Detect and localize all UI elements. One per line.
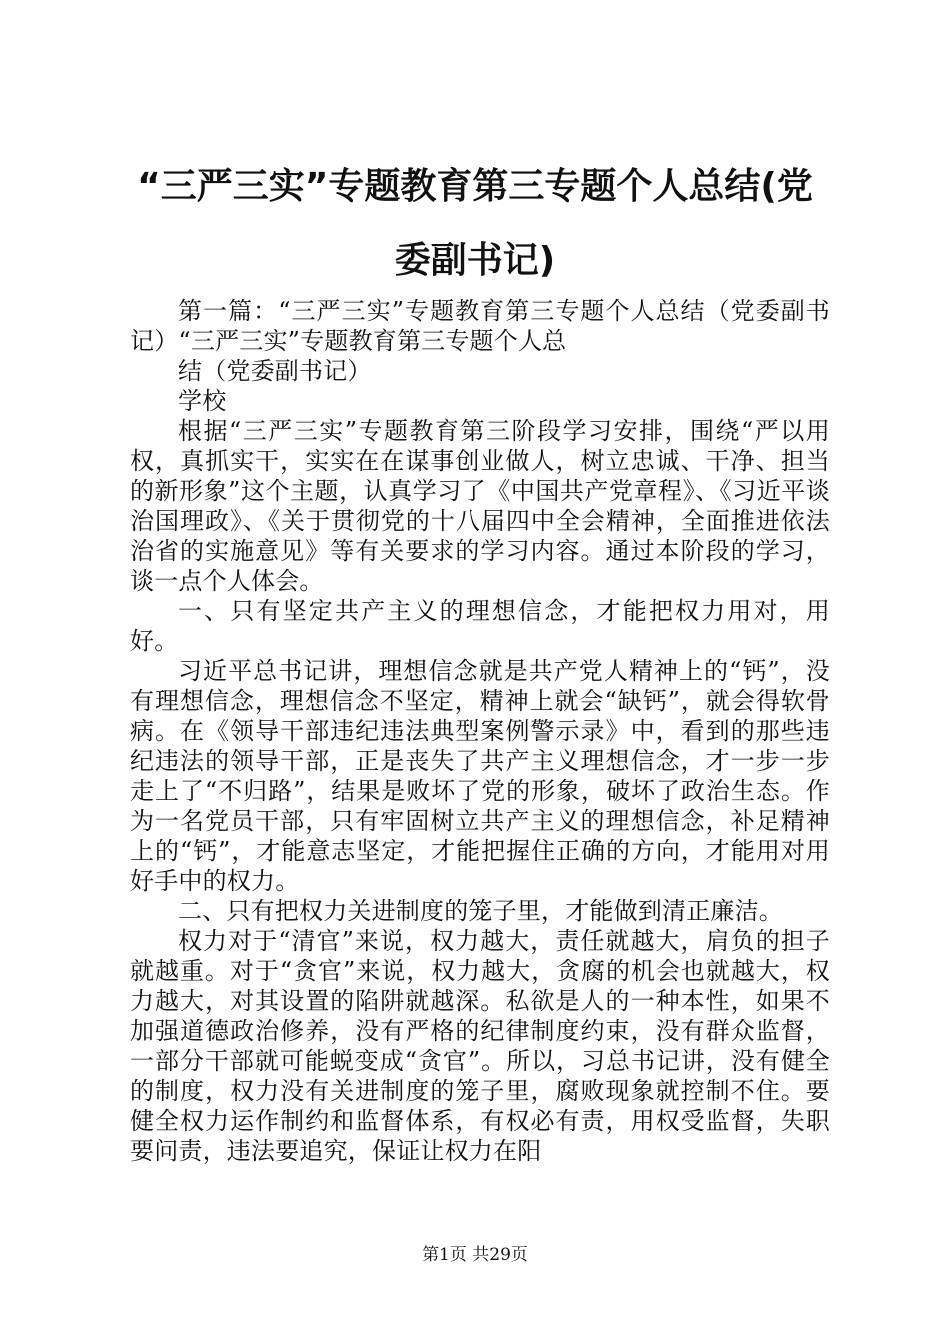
paragraph-background: 根据“三严三实”专题教育第三阶段学习安排，围绕“严以用权，真抓实干，实实在在谋事创业做人，树立忠诚、干净、担当的新形象”这个主题，认真学习了《中国共产党章程》、《习近平谈治国理政》、《关于贯彻党的十八届四中全会精神，全面推进依法治省的实施意见》等有关要求的学习内容。通过本阶段的学习，谈一点个人体会。 (130, 417, 830, 595)
document-title-line-1: “三严三实”专题教育第三专题个人总结(党 (137, 166, 813, 207)
paragraph-intro-continued: 结（党委副书记） (178, 357, 372, 385)
paragraph-ideals: 习近平总书记讲，理想信念就是共产党人精神上的“钙”，没有理想信念，理想信念不坚定，精神上就会“缺钙”，就会得软骨病。在《领导干部违纪违法典型案例警示录》中，看到的那些违纪违法的领导干部，正是丧失了共产主义理想信念，才一步一步走上了“不归路”，结果是败坏了党的形象，破坏了政治生态。作为一名党员干部，只有牢固树立共产主义的理想信念，补足精神上的“钙”，才能意志坚定，才能把握住正确的方向，才能用对用好手中的权力。 (130, 657, 830, 895)
section-heading-1: 一、只有坚定共产主义的理想信念，才能把权力用对，用好。 (130, 597, 830, 655)
paragraph-power: 权力对于“清官”来说，权力越大，责任就越大，肩负的担子就越重。对于“贪官”来说，权力越大，贪腐的机会也就越大，权力越大，对其设置的陷阱就越深。私欲是人的一种本性，如果不加强道德政治修养，没有严格的纪律制度约束，没有群众监督，一部分干部就可能蜕变成“贪官”。所以，习总书记讲，没有健全的制度，权力没有关进制度的笼子里，腐败现象就控制不住。要健全权力运作制约和监督体系，有权必有责，用权受监督，失职要问责，违法要追究，保证让权力在阳 (130, 927, 830, 1165)
document-title-line-2: 委副书记) (394, 240, 556, 281)
paragraph-school: 学校 (178, 387, 227, 415)
section-heading-2: 二、只有把权力关进制度的笼子里，才能做到清正廉洁。 (178, 897, 783, 925)
document-body (130, 296, 830, 1166)
page-footer: 第1页 共29页 (422, 1245, 528, 1265)
paragraph-intro: 第一篇：“三严三实”专题教育第三专题个人总结（党委副书记）“三严三实”专题教育第三专题个人总 (130, 297, 830, 355)
